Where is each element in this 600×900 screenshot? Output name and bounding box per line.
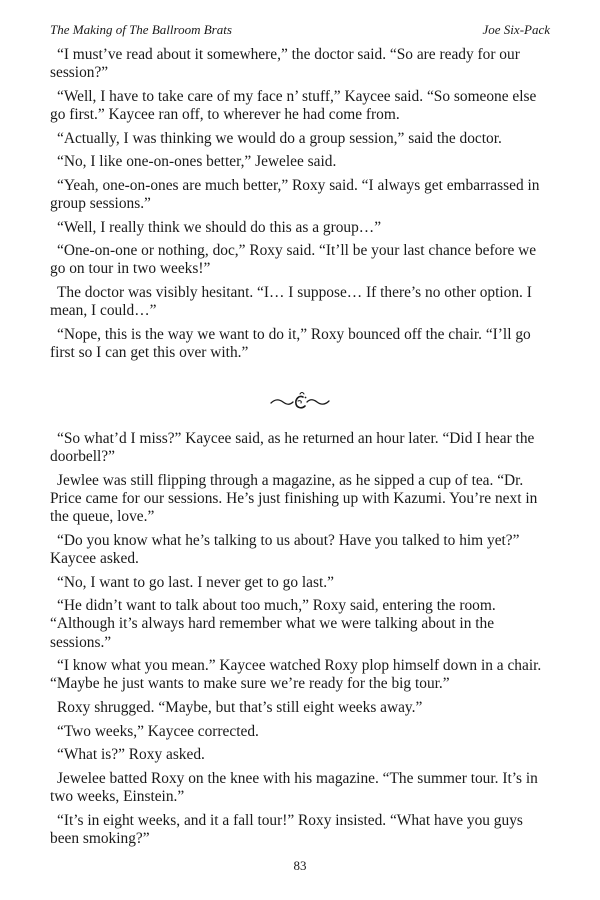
paragraph: “Do you know what he’s talking to us about? Have you talked to him yet?” Kaycee asked.: [50, 531, 520, 567]
paragraph: “Well, I really think we should do this as a group…”: [57, 218, 382, 236]
paragraph: “One-on-one or nothing, doc,” Roxy said. “It’ll be your last chance before we go on tour in two weeks!”: [50, 242, 537, 278]
paragraph: “Yeah, one-on-ones are much better,” Roxy said. “I always get embarrassed in group sessions.”: [50, 176, 540, 212]
paragraph: Jewlee was still flipping through a magazine, as he sipped a cup of tea. “Dr. Price came for our sessions. He’s just finishing up with Kazumi. You’re next in the queue, love.”: [50, 471, 538, 526]
page-number: 83: [293, 858, 307, 873]
paragraph: “Two weeks,” Kaycee corrected.: [57, 722, 259, 740]
paragraph: “I must’ve read about it somewhere,” the doctor said. “So are ready for our session?”: [50, 46, 520, 82]
paragraph: Jewelee batted Roxy on the knee with his magazine. “The summer tour. It’s in two weeks, Einstein.”: [50, 769, 538, 805]
paragraph: Roxy shrugged. “Maybe, but that’s still eight weeks away.”: [57, 698, 423, 716]
paragraph: “No, I want to go last. I never get to go last.”: [57, 573, 334, 591]
paragraph: “He didn’t want to talk about too much,” Roxy said, entering the room. “Although it’s always hard remember what we were talking about in the sessions.”: [50, 597, 496, 651]
paragraph: “Well, I have to take care of my face n’ stuff,” Kaycee said. “So someone else go first.” Kaycee ran off, to wherever he had come from.: [50, 87, 537, 123]
paragraph: “No, I like one-on-ones better,” Jewelee said.: [57, 153, 337, 171]
paragraph: “I know what you mean.” Kaycee watched Roxy plop himself down in a chair. “Maybe he just wants to make sure we’re ready for the big tour.”: [50, 657, 542, 693]
running-header: [50, 21, 550, 39]
paragraph: “So what’d I miss?” Kaycee said, as he returned an hour later. “Did I hear the doorbell?”: [50, 430, 535, 466]
paragraph: “It’s in eight weeks, and it a fall tour!” Roxy insisted. “What have you guys been smoking?”: [50, 811, 523, 847]
scene-break-flourish-icon: [268, 391, 332, 413]
paragraph: “What is?” Roxy asked.: [57, 746, 205, 764]
text-block-after-break: [50, 430, 550, 853]
paragraph: “Actually, I was thinking we would do a group session,” said the doctor.: [57, 129, 502, 147]
paragraph: The doctor was visibly hesitant. “I… I suppose… If there’s no other option. I mean, I could…”: [50, 283, 532, 320]
paragraph: “Nope, this is the way we want to do it,” Roxy bounced off the chair. “I’ll go first so I can get this over with.”: [50, 325, 531, 361]
text-block-before-break: [50, 46, 550, 368]
running-header-author: Joe Six-Pack: [482, 22, 550, 37]
running-header-book-title: The Making of The Ballroom Brats: [50, 22, 232, 37]
